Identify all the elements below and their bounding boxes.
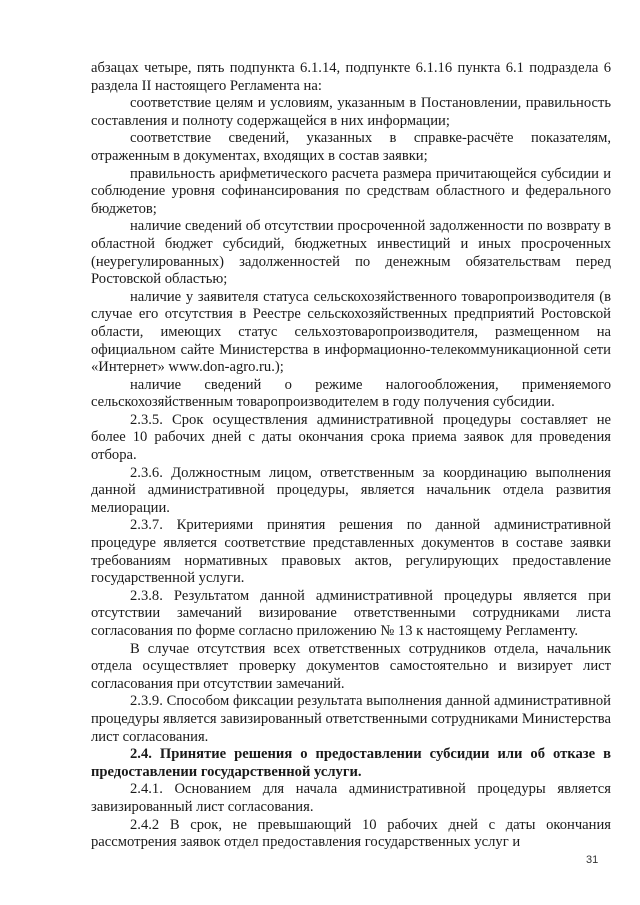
list-item: соответствие сведений, указанных в справке-расчёте показателям, отраженным в документах, входящих в состав заявки; <box>91 130 611 164</box>
clause-2-3-8: 2.3.8. Результатом данной административной процедуры является при отсутствии замечаний визирование ответственными сотрудниками листа согласования по форме согласно приложению № 13 к настоящему Регламенту. <box>91 587 611 639</box>
clause-2-3-6: 2.3.6. Должностным лицом, ответственным за координацию выполнения данной административной процедуры, является начальник отдела развития мелиорации. <box>91 464 611 516</box>
list-item: наличие у заявителя статуса сельскохозяйственного товаропроизводителя (в случае его отсутствия в Реестре сельскохозяйственных предприятий Ростовской области, имеющих статус сельхозтоваропроизводителя, размещенном на официальном сайте Министерства в информационно-телекоммуникационной сети «Интернет» www.don-agro.ru.); <box>91 288 611 376</box>
clause-2-4-2: 2.4.2 В срок, не превышающий 10 рабочих дней с даты окончания рассмотрения заявок отдел предоставления государственных услуг и <box>91 816 611 851</box>
clause-2-4-1: 2.4.1. Основанием для начала административной процедуры является завизированный лист согласования. <box>91 781 611 815</box>
clause-2-3-5: 2.3.5. Срок осуществления административной процедуры составляет не более 10 рабочих дней с даты окончания срока приема заявок для проведения отбора. <box>91 411 611 464</box>
clause-2-3-7: 2.3.7. Критериями принятия решения по данной административной процедуре является соответствие представленных документов в составе заявки требованиям нормативных правовых актов, регулирующих предоставление государственной услуги. <box>91 517 611 587</box>
document-body <box>91 60 611 852</box>
list-item: наличие сведений об отсутствии просроченной задолженности по возврату в областной бюджет субсидий, бюджетных инвестиций и иных просроченных (неурегулированных) задолженностей по денежным обязательствам перед Ростовской областью; <box>91 218 611 288</box>
paragraph: абзацах четыре, пять подпункта 6.1.14, подпункте 6.1.16 пункта 6.1 подраздела 6 раздела II настоящего Регламента на: <box>91 60 611 94</box>
list-item: наличие сведений о режиме налогообложения, применяемого сельскохозяйственным товаропроизводителем в году получения субсидии. <box>91 376 611 411</box>
clause-2-3-9: 2.3.9. Способом фиксации результата выполнения данной административной процедуры является завизированный ответственными сотрудниками Министерства лист согласования. <box>91 693 611 745</box>
section-heading-2-4: 2.4. Принятие решения о предоставлении субсидии или об отказе в предоставлении государственной услуги. <box>91 746 611 780</box>
list-item: соответствие целям и условиям, указанным в Постановлении, правильность составления и полноту содержащейся в них информации; <box>91 95 611 129</box>
list-item: правильность арифметического расчета размера причитающейся субсидии и соблюдение уровня софинансирования по средствам областного и федерального бюджетов; <box>91 165 611 217</box>
paragraph: В случае отсутствия всех ответственных сотрудников отдела, начальник отдела осуществляет проверку документов самостоятельно и визирует лист согласования при отсутствии замечаний. <box>91 640 611 692</box>
page-number: 31 <box>586 854 599 866</box>
